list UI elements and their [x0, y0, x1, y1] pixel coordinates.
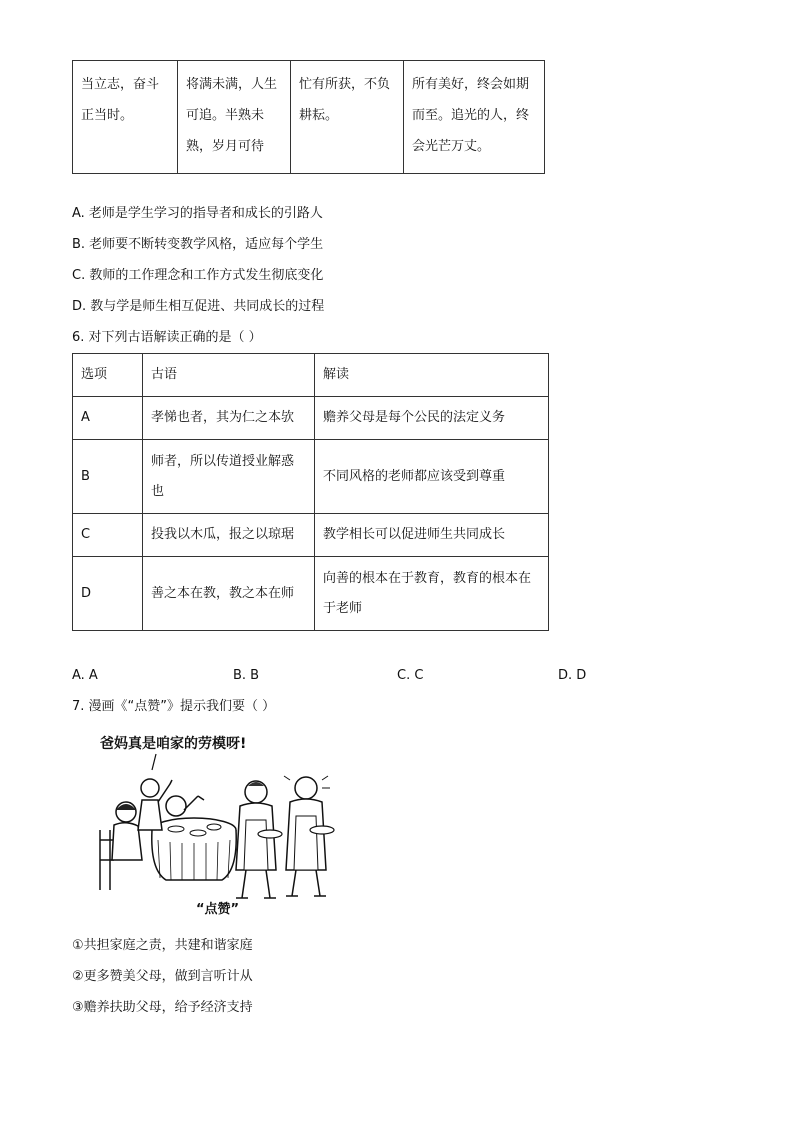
q5-option-b: B. 老师要不断转变教学风格，适应每个学生	[72, 237, 324, 252]
row-interpretation: 赡养父母是每个公民的法定义务	[315, 397, 549, 440]
row-option: A	[73, 397, 143, 440]
q6-table	[72, 353, 549, 631]
row-interpretation: 向善的根本在于教育，教育的根本在于老师	[315, 557, 549, 631]
q6-choice-a: A. A	[72, 668, 98, 683]
row-interpretation: 不同风格的老师都应该受到尊重	[315, 440, 549, 514]
row-quote: 师者，所以传道授业解惑也	[143, 440, 315, 514]
row-interpretation: 教学相长可以促进师生共同成长	[315, 514, 549, 557]
row-option: D	[73, 557, 143, 631]
row-option: B	[73, 440, 143, 514]
q7-statement-3: ③赡养扶助父母，给予经济支持	[72, 1000, 253, 1015]
family-cartoon	[86, 730, 338, 920]
q7-statement-2: ②更多赞美父母，做到言听计从	[72, 969, 253, 984]
table-row	[73, 440, 549, 514]
quote-cell: 将满未满，人生可追。半熟未熟，岁月可待	[178, 61, 291, 174]
row-quote: 善之本在教，教之本在师	[143, 557, 315, 631]
q6-stem: 6. 对下列古语解读正确的是（ ）	[72, 330, 262, 345]
table-row	[73, 557, 549, 631]
header-option: 选项	[73, 354, 143, 397]
cartoon-caption: “点赞”	[196, 902, 240, 917]
cartoon-speech: 爸妈真是咱家的劳模呀!	[100, 736, 247, 752]
q5-option-a: A. 老师是学生学习的指导者和成长的引路人	[72, 206, 323, 221]
header-quote: 古语	[143, 354, 315, 397]
table-row	[73, 397, 549, 440]
header-interpretation: 解读	[315, 354, 549, 397]
row-quote: 孝悌也者，其为仁之本欤	[143, 397, 315, 440]
q6-choice-c: C. C	[397, 668, 424, 683]
quote-cell: 忙有所获，不负耕耘。	[291, 61, 404, 174]
table-row	[73, 61, 545, 174]
q7-statement-1: ①共担家庭之责，共建和谐家庭	[72, 938, 253, 953]
q6-choice-b: B. B	[233, 668, 260, 683]
quote-cell: 当立志，奋斗正当时。	[73, 61, 178, 174]
table-header-row	[73, 354, 549, 397]
row-option: C	[73, 514, 143, 557]
quote-cell: 所有美好，终会如期而至。追光的人，终会光芒万丈。	[404, 61, 545, 174]
q7-stem: 7. 漫画《“点赞”》提示我们要（ ）	[72, 699, 276, 714]
table-row	[73, 514, 549, 557]
row-quote: 投我以木瓜，报之以琼琚	[143, 514, 315, 557]
quote-table	[72, 60, 545, 174]
q6-choice-d: D. D	[558, 668, 587, 683]
q5-option-d: D. 教与学是师生相互促进、共同成长的过程	[72, 299, 325, 314]
q5-option-c: C. 教师的工作理念和工作方式发生彻底变化	[72, 268, 324, 283]
